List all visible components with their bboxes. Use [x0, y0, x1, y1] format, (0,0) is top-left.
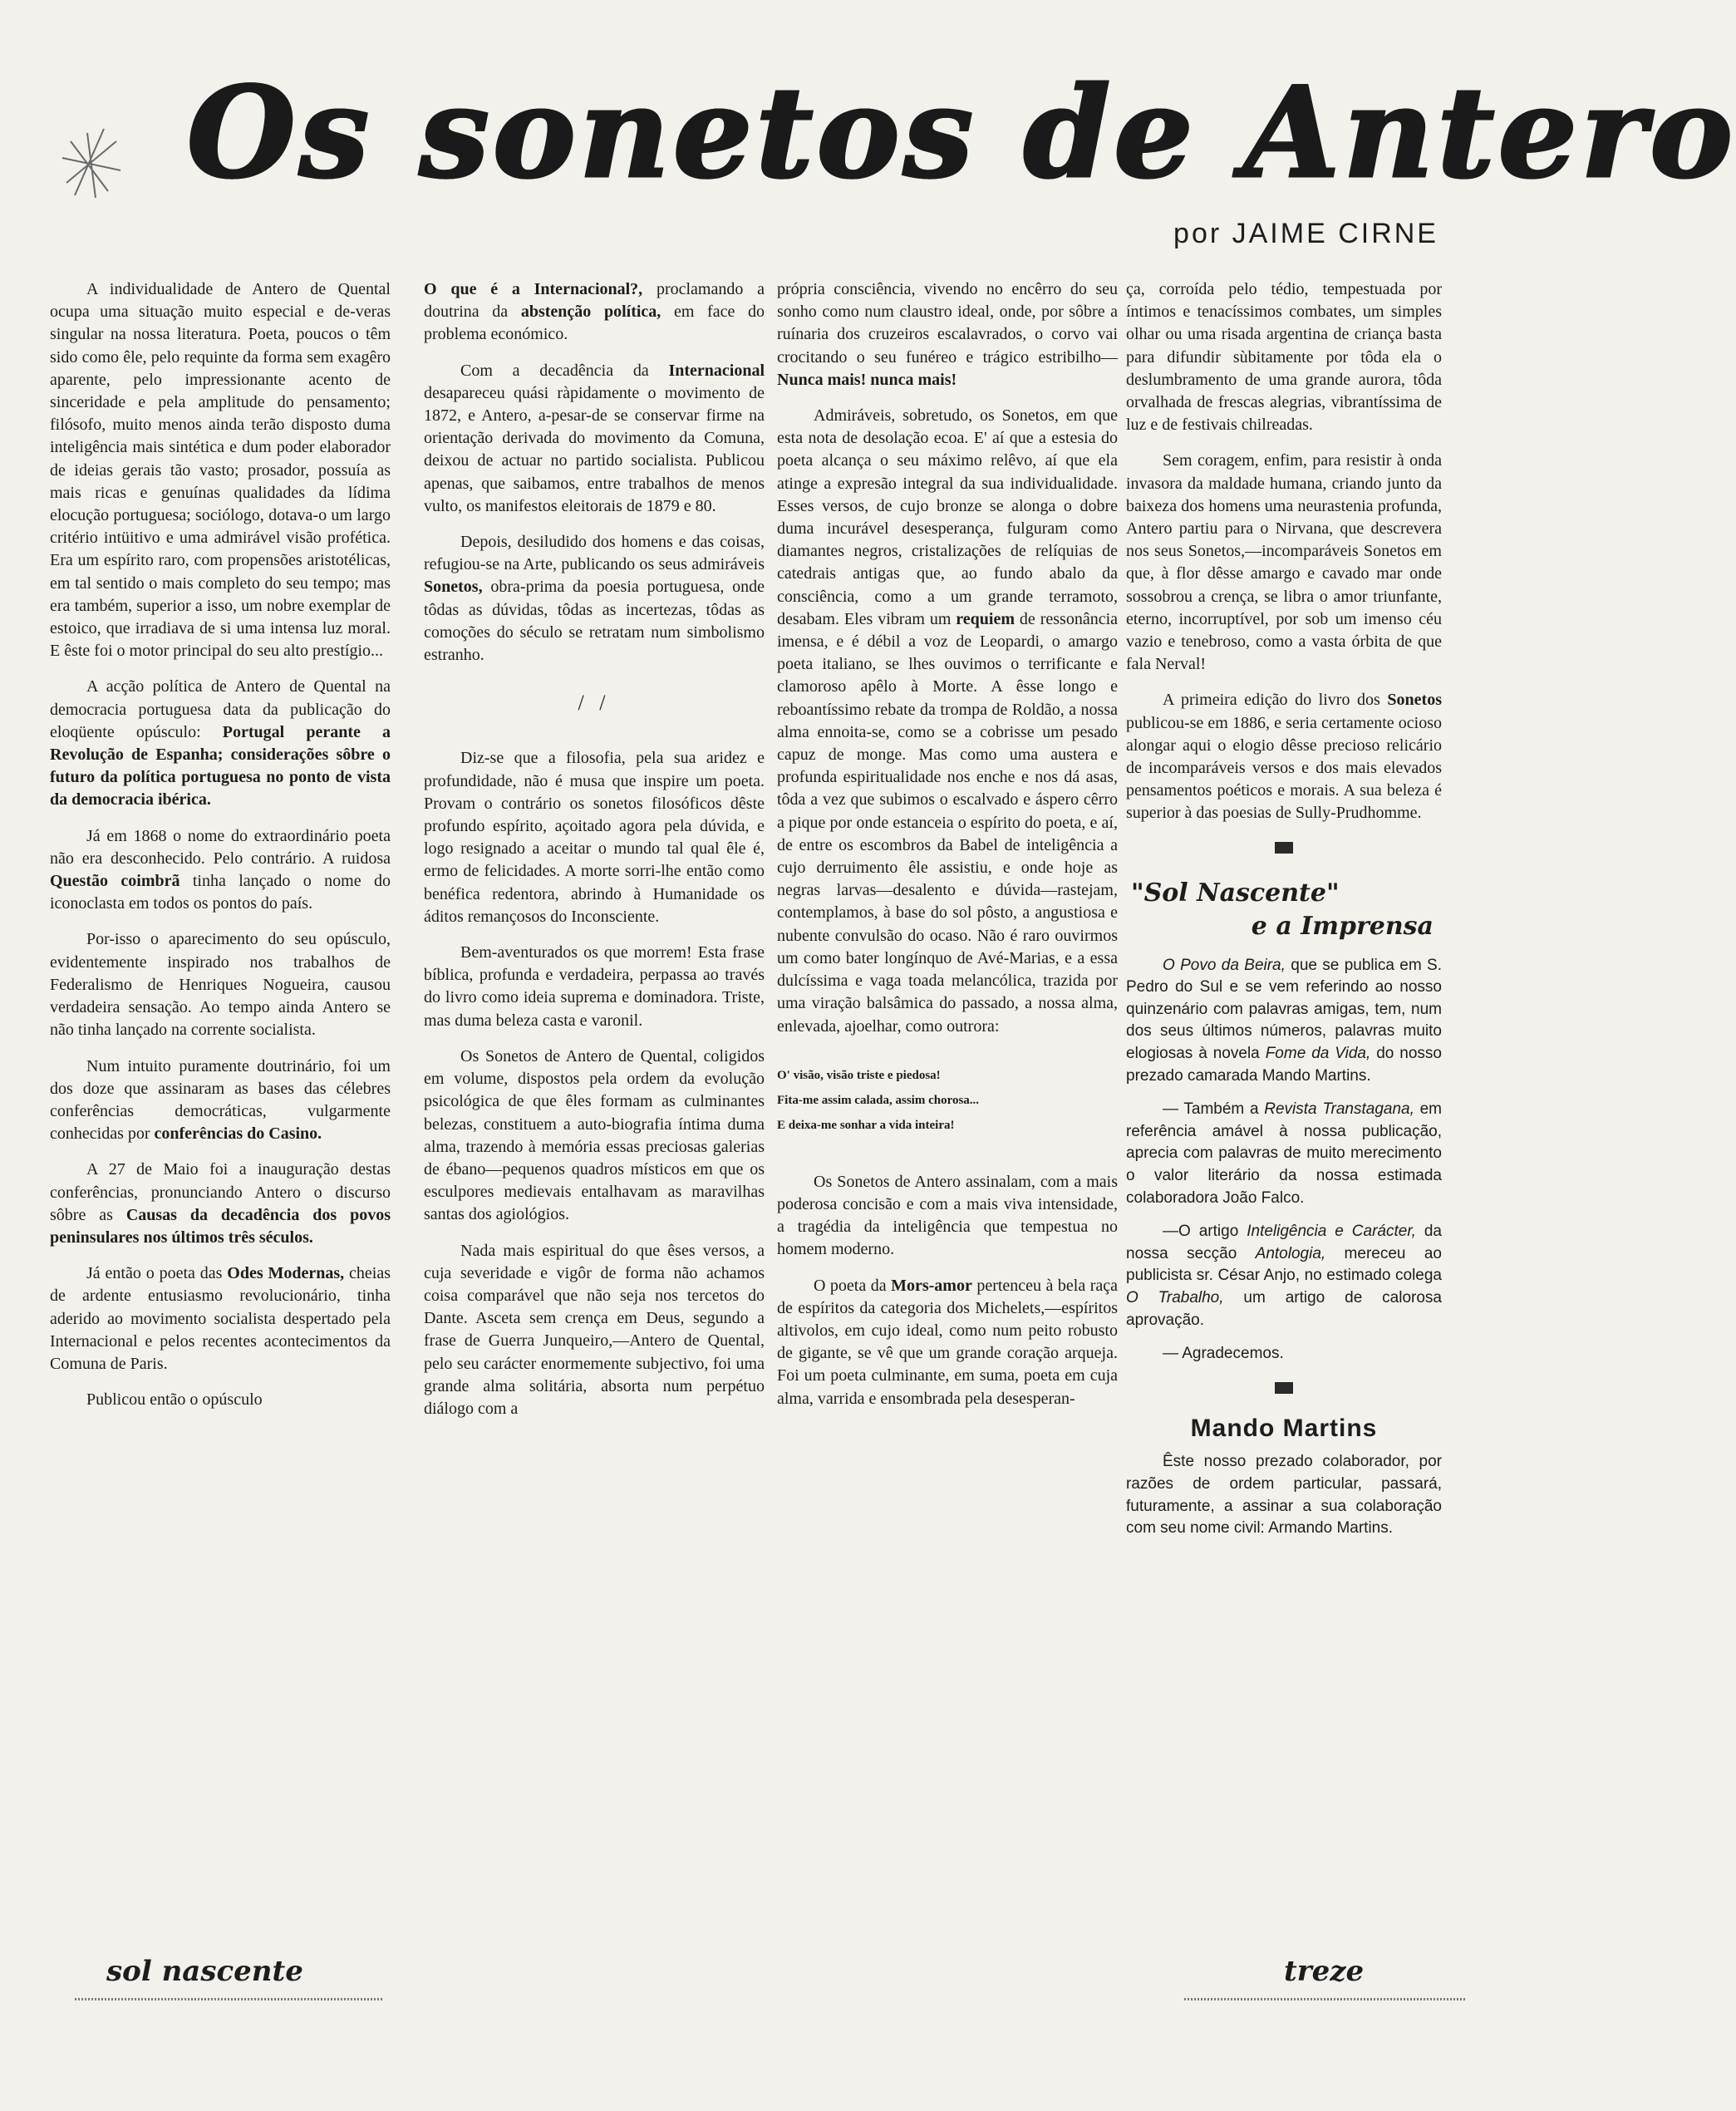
paragraph — [777, 1275, 1118, 1410]
text-run: A primeira edição do livro dos — [1163, 691, 1388, 710]
bold-text-run: conferências do Casino. — [154, 1124, 322, 1144]
verse-quote — [777, 1063, 1118, 1138]
bold-text-run: Sonetos, — [424, 578, 483, 597]
paragraph — [424, 531, 765, 667]
footer-rule-left — [75, 1998, 382, 2000]
text-run: da nossa secção — [1126, 1223, 1442, 1262]
paragraph — [777, 278, 1118, 391]
bold-text-run: Odes Modernas, — [227, 1264, 345, 1283]
text-run: — Também a — [1163, 1100, 1265, 1119]
bold-text-run: Causas da decadência dos povos peninsulares nos últimos três séculos. — [50, 1205, 391, 1247]
paragraph — [50, 1056, 391, 1146]
italic-text-run: O Povo da Beira, — [1163, 956, 1286, 974]
handwritten-asterisk-mark — [58, 125, 125, 199]
paragraph: Publicou então o opúsculo — [86, 1390, 263, 1410]
note-paragraph — [1126, 1221, 1442, 1331]
text-run: Já em 1868 o nome do extraordinário poeta não era desconhecido. Pelo contrário. A ruidosa — [50, 826, 391, 868]
text-run: mereceu ao publicista sr. César Anjo, no estimado colega — [1126, 1244, 1442, 1285]
sidebar-title-line: e a Imprensa — [1251, 911, 1434, 941]
italic-text-run: Antologia, — [1255, 1244, 1326, 1262]
text-run: tinha lançado o nome do iconoclasta em todos os pontos do país. — [50, 872, 391, 913]
paragraph — [1126, 689, 1442, 824]
text-run: do nosso prezado camarada Mando Martins. — [1126, 1045, 1442, 1085]
bold-text-run: Portugal perante a Revolução de Espanha; considerações sôbre o futuro da política portuguesa no ponto de vista da democracia ibérica. — [50, 722, 391, 809]
author-byline: por JAIME CIRNE — [1173, 218, 1438, 249]
bold-text-run: Mors-amor — [891, 1276, 972, 1295]
text-run: O poeta da — [814, 1276, 892, 1295]
text-run: desapareceu quási ràpidamente o movimento de 1872, e Antero, a-pesar-de se conservar firme na orientação derivada do movimento da Comuna, deixou de actuar no partido socialista. Publicou apenas, que saibamos, entre trabalhos de menos vulto, os manifestos eleitorais de 1879 e 80. — [424, 383, 765, 515]
text-run: Já então o poeta das — [86, 1264, 228, 1283]
footer-page-number: treze — [1284, 1955, 1365, 1988]
italic-text-run: Inteligência e Carácter, — [1247, 1223, 1416, 1241]
section-separator: / / — [578, 691, 611, 716]
paragraph — [50, 1262, 391, 1375]
column-1 — [50, 278, 391, 1425]
note-paragraph — [1126, 1099, 1442, 1209]
paragraph: Os Sonetos de Antero assinalam, com a mais poderosa concisão e com a mais viva intensidade, a tragédia da inteligência que tempestua no homem moderno. — [777, 1172, 1118, 1259]
sidebar-section-title — [1126, 877, 1442, 943]
paragraph — [777, 405, 1118, 1038]
paragraph: A individualidade de Antero de Quental ocupa uma situação muito especial e de-veras singular na nossa literatura. Poeta, poucos o têm sido como êle, pelo requinte da forma sem exagêro aparente, pelo impressionante acento de sinceridade e pela amplitude do pensamento; filósofo, muito menos ainda terão disposto duma inteligência mais sintética e dum poder elaborador de ideias gerais tão vasto; prosador, possuía as mais ricas e genuínas qualidades da lídima elocução portuguesa; sociólogo, dotava-o um largo critério intüitivo e uma admirável visão profética. Era um espírito raro, com propensões aristotélicas, em tal sentido o mais completo do seu tempo; mas era também, superior a isso, um nobre exemplar de estoico, que irradiava de si uma intensa luz moral. E êste foi o motor principal do seu alto prestígio... — [50, 280, 391, 661]
bold-text-run: Questão coimbrã — [50, 872, 180, 891]
text-run: própria consciência, vivendo no encêrro do seu sonho como num claustro ideal, onde, por sôbre a ruínaria dos cruzeiros escalavrados, o corvo vai crocitando o seu funéreo e trágico estribilho— — [777, 280, 1118, 367]
text-run: Admiráveis, sobretudo, os Sonetos, em que esta nota de desolação ecoa. E' aí que a estesia do poeta alcança o seu máximo relêvo, aí que ela atinge a expresão integral da sua individualidade. Esses versos, de cujo bronze se alonga o dobre duma incurável desesperança, fulguram como diamantes negros, cristalizações de relíquias de catedrais antigas que, ao fundo abalo da consciência, como a um grande terramoto, desabam. — [777, 406, 1118, 628]
bold-text-run: Internacional — [668, 361, 765, 380]
text-run: A acção política de Antero de Quental na democracia portuguesa data da publicação do eloqüente opúsculo: — [50, 677, 391, 741]
text-run: cheias de ardente entusiasmo revolucionário, tinha aderido ao movimento socialista despertado pela Internacional e pelos recentes acontecimentos da Comuna de Paris. — [50, 1264, 391, 1373]
text-run: Eles vibram um — [843, 609, 957, 628]
notice-body — [1126, 1451, 1442, 1540]
paragraph — [50, 825, 391, 916]
column-3 — [777, 278, 1118, 1424]
paragraph — [424, 278, 765, 347]
text-run: Depois, desiludido dos homens e das coisas, refugiou-se na Arte, publicando os seus admiráveis — [424, 533, 765, 574]
text-run: em referência amável à nossa publicação, aprecia com palavras de muito merecimento o valor literário da nossa estimada colaboradora João Falco. — [1126, 1100, 1442, 1207]
paragraph: Sem coragem, enfim, para resistir à onda invasora da maldade humana, criando junto da baixeza dos homens uma neurastenia profunda, Antero partiu para o Nirvana, que descrevera nos seus Sonetos,—incomparáveis Sonetos em que, à flor dêsse amargo e cavado mar onde sossobrou a crença, se libra o amor triunfante, eterno, incorruptível, por sob um imenso céu vazio e tenebroso, como a vasta órbita de que fala Nerval! — [1126, 451, 1442, 674]
press-notes — [1126, 955, 1442, 1366]
bold-text-run: Nunca mais! nunca mais! — [777, 370, 957, 389]
text-run: Num intuito puramente doutrinário, foi um dos doze que assinaram as bases das célebres conferências democráticas, vulgarmente conhecidas por — [50, 1056, 391, 1144]
article-title: Os sonetos de Antero — [187, 60, 1736, 206]
text-run: de ressonância imensa, e é débil a voz de Leopardi, o amargo poeta italiano, se lhes ouvimos o terrificante e clamoroso apêlo à Morte. A êsse longo e reboantíssimo rebate da trompa de Roldão, a nossa alma ennoita-se, como se a cobrisse um pesado capuz de monge. Mas como uma austera e profunda espiritualidade nos enche e nos dá asas, tôda a vez que subimos o escalvado e áspero cêrro a pique por onde estanceia o espírito do poeta, e aí, de entre os escombros da Babel de inteligência a cujo derruimento êle assistiu, e onde hoje as negras larvas—desalento e dúvida—rastejam, contemplamos, à base do sol pôsto, a angustiosa e nubente convulsão do ocaso. Não é raro ouvirmos um como bater longínquo de Avé-Marias, e a essa dulcíssima e vaga toada melancólica, trazida por uma viração balsâmica do passado, a nossa alma, enlevada, ajoelhar, como outrora: — [777, 609, 1119, 1036]
text-run: obra-prima da poesia portuguesa, onde tôdas as dúvidas, tôdas as incertezas, tôdas as comoções do século se retratam num simbolismo estranho. — [424, 578, 765, 665]
note-paragraph — [1126, 955, 1442, 1088]
section-divider-block — [1275, 1382, 1293, 1394]
paragraph: ça, corroída pelo tédio, tempestuada por íntimos e tenacíssimos combates, um simples olhar ou uma risada argentina de criança basta para difundir sùbitamente por tôda ela o deslumbramento de uma grande aurora, tôda orvalhada de frescas alegrias, vibrantíssima de luz e de festivais chilreadas. — [1126, 280, 1442, 435]
column-2 — [424, 278, 765, 1434]
text-run: um artigo de calorosa aprovação. — [1126, 1288, 1442, 1329]
paragraph — [424, 360, 765, 518]
verse-line: O' visão, visão triste e piedosa! — [777, 1068, 941, 1082]
verse-line: E deixa-me sonhar a vida inteira! — [777, 1118, 955, 1132]
text-run: Com a decadência da — [460, 361, 669, 380]
column-4 — [1126, 278, 1442, 1553]
bold-text-run: abstenção política, — [520, 303, 661, 322]
section-divider-block — [1275, 842, 1293, 854]
paragraph: Diz-se que a filosofia, pela sua aridez e profundidade, não é musa que inspire um poeta. Provam o contrário os sonetos filosóficos dêste profundo espírito, açoitado agora pela dúvida, e logo resignado a aceitar o mundo tal qual êle é, ermo de felicidades. A morte sorri-lhe então como benéfica redentora, abrindo à Humanidade os áditos remançosos do Inconsciente. — [424, 749, 765, 926]
paragraph: Por-isso o aparecimento do seu opúsculo, evidentemente inspirado nos trabalhos de Federalismo de Henriques Nogueira, causou verdadeira sensação. Ao tempo ainda Antero se não tinha lançado na corrente socialista. — [50, 930, 391, 1040]
text-run: pertenceu à bela raça de espíritos da categoria dos Michelets,—espíritos altivolos, em cujo ideal, como num peito robusto de gigante, se vê que um grande coração arqueja. Foi um poeta culminante, em suma, poeta em cuja alma, varrida e ensombrada pela desesperan- — [777, 1276, 1119, 1408]
text-run: —O artigo — [1163, 1223, 1247, 1241]
notice-paragraph: Êste nosso prezado colaborador, por razões de ordem particular, passará, futuramente, a assinar a sua colaboração com seu nome civil: Armando Martins. — [1126, 1452, 1442, 1538]
paragraph — [50, 676, 391, 811]
text-run: A 27 de Maio foi a inauguração destas conferências, pronunciando Antero o discurso sôbre as — [50, 1160, 391, 1224]
footer-rule-right — [1184, 1998, 1467, 2000]
bold-text-run: requiem — [956, 609, 1016, 628]
text-run: que se publica em S. Pedro do Sul e se vem referindo ao nosso quinzenário com palavras amigas, tem, num dos seus últimos números, palavras muito elogiosas à novela — [1126, 956, 1442, 1063]
paragraph — [50, 1159, 391, 1249]
paragraph: Os Sonetos de Antero de Quental, coligidos em volume, dispostos pela ordem da evolução psicológica de que êles formam as culminantes belezas, constituem a auto-biografia íntima duma alma, trazendo à memória essas preciosas galerias de ébano—pequenos quadros místicos em que os esculpores medievais entalhavam as maravilhas santas dos agiológios. — [424, 1046, 765, 1224]
notice-title: Mando Martins — [1190, 1414, 1378, 1442]
italic-text-run: Revista Transtagana, — [1264, 1100, 1414, 1119]
paragraph: Bem-aventurados os que morrem! Esta frase bíblica, profunda e verdadeira, perpassa ao través do livro como ideia suprema e dominadora. Triste, mas duma beleza casta e varonil. — [424, 943, 765, 1030]
bold-text-run: O que é a Internacional?, — [424, 280, 643, 298]
text-run: publicou-se em 1886, e seria certamente ocioso alongar aqui o elogio dêsse precioso relicário de incomparáveis versos e dos mais elevados pensamentos poéticos e morais. A sua beleza é superior à das poesias de Sully-Prudhomme. — [1126, 713, 1442, 823]
paragraph: Nada mais espiritual do que êses versos, a cuja severidade e vigôr de forma não achamos coisa comparável que não seja nos tercetos do Dante. Asceta sem crença em Deus, segundo a frase de Guerra Junqueiro,—Antero de Quental, pelo seu carácter enormemente subjectivo, foi uma grande alma solitária, absorta num perpétuo diálogo com a — [424, 1241, 765, 1418]
text-run: em face do problema económico. — [424, 303, 765, 344]
verse-line: Fita-me assim calada, assim chorosa... — [777, 1093, 980, 1107]
sidebar-title-line: "Sol Nascente" — [1131, 878, 1340, 908]
note-paragraph: — Agradecemos. — [1163, 1345, 1284, 1363]
text-run: proclamando a doutrina da — [424, 280, 765, 322]
footer-publication-name: sol nascente — [106, 1955, 303, 1988]
bold-text-run: Sonetos — [1387, 691, 1442, 710]
italic-text-run: Fome da Vida, — [1265, 1045, 1371, 1063]
italic-text-run: O Trabalho, — [1126, 1288, 1224, 1306]
